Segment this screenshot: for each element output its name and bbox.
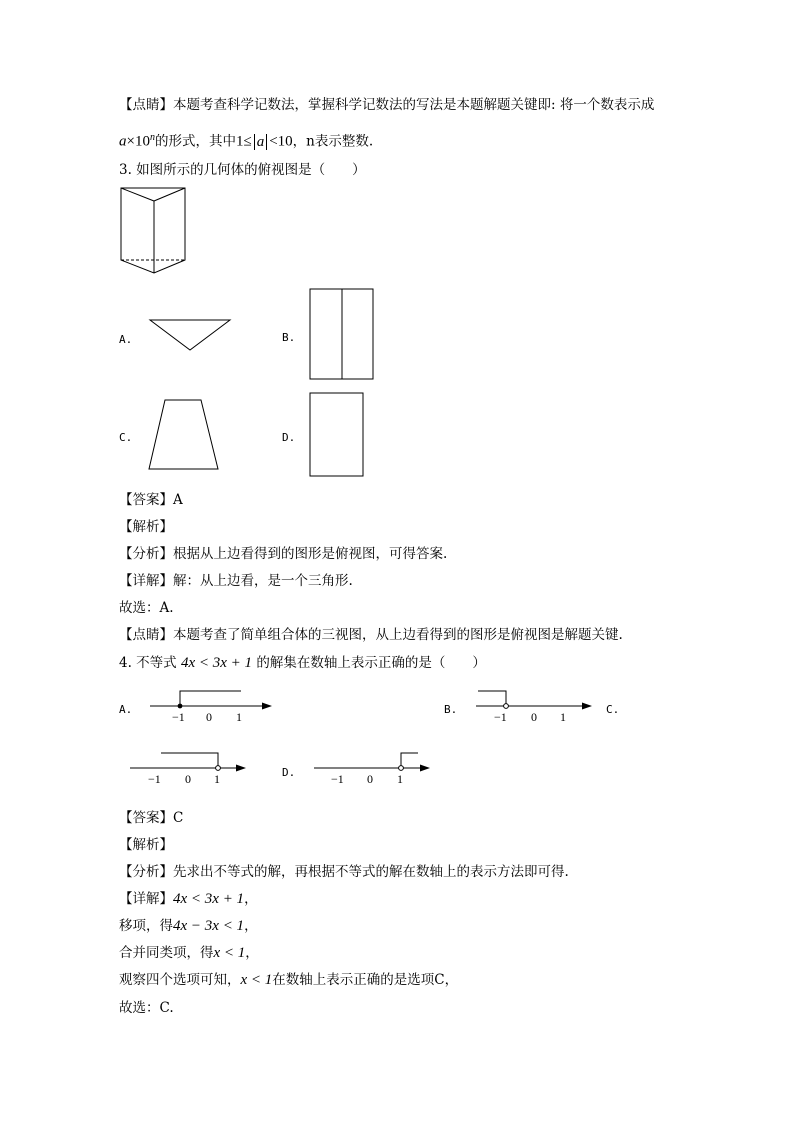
tick-label-0: 0 <box>367 772 373 786</box>
tick-label-neg1: −1 <box>172 710 185 724</box>
q3-option-a-label[interactable]: A. <box>119 333 133 346</box>
q4-option-c-number-line <box>128 748 253 788</box>
step-2-math: x < 1 <box>213 945 246 961</box>
q4-prefix: 4. 不等式 <box>119 655 177 671</box>
question-4 <box>119 653 486 673</box>
tick-label-0: 0 <box>531 710 537 724</box>
step-move-terms <box>119 916 258 936</box>
math-times-10: ×10 <box>126 133 150 150</box>
tick-label-1: 1 <box>560 710 566 724</box>
q4-option-b-number-line <box>474 686 599 726</box>
choice-3: 故选：A. <box>119 600 174 616</box>
step-1-math: 4x − 3x < 1 <box>173 918 245 934</box>
detail-4-math: 4x < 3x + 1 <box>173 891 245 907</box>
prism-figure <box>118 185 188 275</box>
q4-option-b-label[interactable]: B. <box>444 703 458 716</box>
q3-option-c-label[interactable]: C. <box>119 431 133 444</box>
math-1-le: 1≤ <box>235 133 252 150</box>
analysis-4: 【分析】先求出不等式的解，再根据不等式的解在数轴上的表示方法即可得. <box>119 864 569 880</box>
q4-option-d-number-line <box>312 748 437 788</box>
analysis-heading-4: 【解析】 <box>119 837 173 853</box>
q4-option-a-number-line <box>148 686 273 726</box>
choice-4: 故选：C. <box>119 1000 174 1016</box>
q4-suffix: 的解集在数轴上表示正确的是（ ） <box>256 655 486 671</box>
step-combine-terms <box>119 943 259 963</box>
tick-label-neg1: −1 <box>494 710 507 724</box>
math-abs-a: a <box>254 134 268 150</box>
step-1-prefix: 移项，得 <box>119 918 173 934</box>
question-3: 3. 如图所示的几何体的俯视图是（ ） <box>119 162 366 178</box>
text-n-integer: ，n表示整数. <box>292 133 374 150</box>
q4-inequality: 4x < 3x + 1 <box>180 655 253 671</box>
dianjing-3: 【点睛】本题考查了简单组合体的三视图，从上边看得到的图形是俯视图是解题关键. <box>119 627 623 643</box>
detail-3: 【详解】解：从上边看，是一个三角形. <box>119 573 353 589</box>
tick-label-neg1: −1 <box>331 772 344 786</box>
step-2-suffix: ， <box>245 945 259 961</box>
tick-label-0: 0 <box>206 710 212 724</box>
tick-label-1: 1 <box>236 710 242 724</box>
q3-option-a-triangle <box>148 318 232 352</box>
q3-option-d-label[interactable]: D. <box>282 431 296 444</box>
step-3-prefix: 观察四个选项可知， <box>119 972 241 988</box>
math-lt-10: <10 <box>269 133 293 150</box>
detail-4 <box>119 889 258 909</box>
detail-4-suffix: ， <box>244 891 258 907</box>
q3-option-b-rectangle-split <box>309 288 375 381</box>
step-observe <box>119 970 458 990</box>
text-dianjing-2 <box>119 128 373 148</box>
detail-4-prefix: 【详解】 <box>119 891 173 907</box>
q4-option-d-label[interactable]: D. <box>282 766 296 779</box>
q4-option-a-label[interactable]: A. <box>119 703 133 716</box>
tick-label-1: 1 <box>214 772 220 786</box>
tick-label-1: 1 <box>397 772 403 786</box>
step-2-prefix: 合并同类项，得 <box>119 945 214 961</box>
answer-3: 【答案】A <box>119 492 183 508</box>
math-exponent-n: n <box>149 132 155 143</box>
q3-option-d-rectangle <box>309 392 365 478</box>
step-1-suffix: ， <box>244 918 258 934</box>
analysis-3: 【分析】根据从上边看得到的图形是俯视图，可得答案. <box>119 546 448 562</box>
text-form: 的形式，其中 <box>154 133 236 150</box>
answer-4: 【答案】C <box>119 810 184 826</box>
q3-option-b-label[interactable]: B. <box>282 331 296 344</box>
step-3-math: x < 1 <box>240 972 273 988</box>
step-3-suffix: 在数轴上表示正确的是选项C， <box>272 972 459 988</box>
q3-option-c-trapezoid <box>147 398 221 472</box>
tick-label-neg1: −1 <box>148 772 161 786</box>
math-a: a <box>119 133 127 150</box>
q4-option-c-label[interactable]: C. <box>606 703 620 716</box>
analysis-heading-3: 【解析】 <box>119 519 173 535</box>
tick-label-0: 0 <box>185 772 191 786</box>
text-dianjing-1: 【点睛】本题考查科学记数法，掌握科学记数法的写法是本题解题关键即: 将一个数表示成 <box>119 97 655 113</box>
